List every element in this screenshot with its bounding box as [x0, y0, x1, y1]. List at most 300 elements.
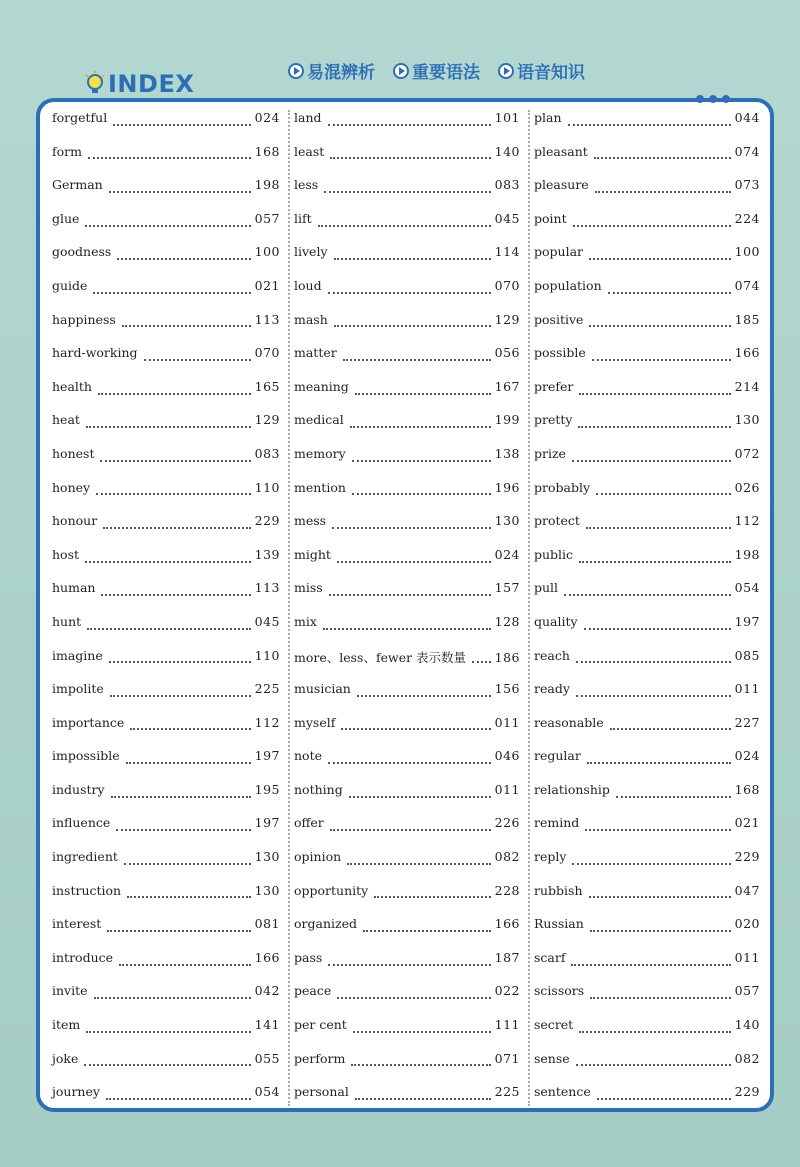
page-number: 071	[494, 1050, 520, 1066]
index-entry[interactable]	[534, 715, 760, 749]
page-number: 082	[494, 849, 520, 865]
index-word: reasonable	[534, 714, 604, 730]
index-entry[interactable]	[534, 513, 760, 547]
page-number: 113	[254, 311, 280, 327]
index-entry[interactable]	[52, 950, 280, 984]
index-entry[interactable]	[52, 412, 280, 446]
dotted-leader	[590, 997, 730, 999]
page-number: 024	[254, 110, 280, 125]
index-entry[interactable]	[534, 614, 760, 648]
dotted-leader	[85, 225, 250, 227]
page-number: 073	[734, 177, 760, 193]
dotted-leader	[353, 1031, 491, 1033]
page-number: 228	[494, 882, 520, 898]
index-panel	[36, 98, 774, 1112]
dotted-leader	[113, 124, 250, 126]
decorative-dots	[696, 95, 730, 103]
page-number: 130	[254, 849, 280, 865]
page-number: 112	[734, 513, 760, 529]
page-number: 054	[254, 1084, 280, 1100]
dotted-leader	[576, 661, 731, 663]
index-word: invite	[52, 983, 88, 999]
index-entry[interactable]	[294, 345, 520, 379]
index-word: miss	[294, 580, 323, 596]
dotted-leader	[101, 594, 250, 596]
index-word: instruction	[52, 882, 122, 898]
index-entry[interactable]	[52, 312, 280, 346]
index-entry[interactable]	[534, 211, 760, 245]
page-number: 024	[734, 748, 760, 764]
index-entry[interactable]	[534, 815, 760, 849]
index-entry[interactable]	[534, 110, 760, 144]
index-entry[interactable]	[294, 244, 520, 278]
index-word: less	[294, 177, 319, 193]
index-entry[interactable]	[534, 648, 760, 682]
index-word: hunt	[52, 613, 82, 629]
page-number: 011	[734, 949, 760, 965]
index-entry[interactable]	[294, 715, 520, 749]
index-entry[interactable]	[294, 211, 520, 245]
index-word: reply	[534, 849, 567, 865]
index-entry[interactable]	[52, 345, 280, 379]
index-word: reach	[534, 647, 570, 663]
index-entry[interactable]	[534, 1051, 760, 1085]
index-word: impossible	[52, 748, 120, 764]
page-number: 168	[734, 781, 760, 797]
index-word: more、less、fewer 表示数量	[294, 649, 467, 665]
index-entry[interactable]	[294, 883, 520, 917]
index-word: offer	[294, 815, 324, 831]
index-entry[interactable]	[534, 849, 760, 883]
lightbulb-icon	[84, 71, 106, 97]
index-word: matter	[294, 345, 337, 361]
dotted-leader	[130, 728, 250, 730]
dotted-leader	[337, 997, 490, 999]
page-number: 042	[254, 983, 280, 999]
index-word: probably	[534, 479, 591, 495]
index-word: heat	[52, 412, 80, 428]
index-entry[interactable]	[534, 547, 760, 581]
dotted-leader	[363, 930, 491, 932]
index-entry[interactable]	[534, 1084, 760, 1118]
nav-confusables[interactable]	[288, 58, 375, 83]
index-word: meaning	[294, 378, 349, 394]
dotted-leader	[579, 561, 731, 563]
index-entry[interactable]	[52, 110, 280, 144]
index-entry[interactable]	[294, 815, 520, 849]
index-entry[interactable]	[52, 815, 280, 849]
index-entry[interactable]	[294, 379, 520, 413]
page-number: 044	[734, 110, 760, 125]
index-entry[interactable]	[534, 681, 760, 715]
index-word: goodness	[52, 244, 112, 260]
page-number: 185	[734, 311, 760, 327]
index-entry[interactable]	[52, 883, 280, 917]
index-word: public	[534, 546, 574, 562]
dotted-leader	[88, 157, 251, 159]
index-word: pass	[294, 949, 323, 965]
index-entry[interactable]	[52, 916, 280, 950]
dotted-leader	[94, 997, 251, 999]
index-word: lively	[294, 244, 328, 260]
index-word: form	[52, 143, 82, 159]
page-number: 070	[494, 277, 520, 293]
page-header	[0, 0, 800, 100]
dotted-leader	[610, 728, 731, 730]
index-entry[interactable]	[534, 144, 760, 178]
index-entry[interactable]	[534, 244, 760, 278]
index-word: organized	[294, 916, 357, 932]
dotted-leader	[357, 695, 491, 697]
index-entry[interactable]	[52, 211, 280, 245]
index-entry[interactable]	[534, 412, 760, 446]
dotted-leader	[334, 325, 491, 327]
index-entry[interactable]	[534, 983, 760, 1017]
index-entry[interactable]	[534, 345, 760, 379]
dotted-leader	[84, 1064, 250, 1066]
dotted-leader	[332, 527, 491, 529]
index-entry[interactable]	[534, 580, 760, 614]
index-entry[interactable]	[294, 614, 520, 648]
page-number: 130	[494, 513, 520, 529]
page-number: 110	[254, 479, 280, 495]
index-word: protect	[534, 513, 580, 529]
nav-label: 语音知识	[517, 63, 585, 83]
index-entry[interactable]	[52, 580, 280, 614]
dotted-leader	[608, 292, 731, 294]
index-word: land	[294, 110, 322, 125]
index-word: plan	[534, 110, 562, 125]
dotted-leader	[110, 695, 251, 697]
page-number: 198	[734, 546, 760, 562]
index-entry[interactable]	[534, 312, 760, 346]
dotted-leader	[122, 325, 251, 327]
index-word: health	[52, 378, 92, 394]
dotted-leader	[584, 628, 731, 630]
page-number: 129	[254, 412, 280, 428]
index-entry[interactable]	[52, 983, 280, 1017]
index-entry[interactable]	[534, 782, 760, 816]
logo-text: INDEX	[108, 70, 195, 98]
index-entry[interactable]	[294, 983, 520, 1017]
dotted-leader	[330, 829, 491, 831]
index-word: forgetful	[52, 110, 108, 125]
page-number: 229	[734, 1084, 760, 1100]
header-nav	[288, 58, 585, 83]
index-entry[interactable]	[294, 782, 520, 816]
dotted-leader	[576, 695, 731, 697]
nav-grammar[interactable]	[393, 58, 480, 83]
index-word: relationship	[534, 781, 610, 797]
index-entry[interactable]	[534, 278, 760, 312]
dotted-leader	[109, 661, 251, 663]
dotted-leader	[578, 426, 730, 428]
page-number: 130	[254, 882, 280, 898]
index-word: impolite	[52, 681, 104, 697]
page-number: 101	[494, 110, 520, 125]
dotted-leader	[579, 1031, 730, 1033]
index-word: pleasant	[534, 143, 588, 159]
page-number: 046	[494, 748, 520, 764]
dotted-leader	[111, 796, 251, 798]
index-word: memory	[294, 445, 346, 461]
index-word: scissors	[534, 983, 585, 999]
index-logo	[84, 66, 194, 102]
dotted-leader	[594, 157, 731, 159]
page-number: 020	[734, 916, 760, 932]
index-entry[interactable]	[534, 480, 760, 514]
index-word: popular	[534, 244, 584, 260]
page-number: 227	[734, 714, 760, 730]
dotted-leader	[87, 628, 250, 630]
index-entry[interactable]	[294, 446, 520, 480]
index-entry[interactable]	[534, 916, 760, 950]
index-entry[interactable]	[294, 110, 520, 144]
index-word: mix	[294, 613, 317, 629]
page-number: 140	[494, 143, 520, 159]
index-entry[interactable]	[52, 177, 280, 211]
index-word: honey	[52, 479, 91, 495]
dotted-leader	[589, 896, 731, 898]
nav-label: 重要语法	[412, 63, 480, 83]
index-entry[interactable]	[52, 715, 280, 749]
page-number: 157	[494, 580, 520, 596]
dotted-leader	[595, 191, 731, 193]
page-number: 224	[734, 210, 760, 226]
page-number: 114	[494, 244, 520, 260]
dotted-leader	[100, 460, 250, 462]
index-entry[interactable]	[294, 513, 520, 547]
page-number: 045	[494, 210, 520, 226]
index-word: honest	[52, 445, 95, 461]
index-word: secret	[534, 1017, 574, 1033]
dotted-leader	[472, 661, 491, 663]
dotted-leader	[116, 829, 250, 831]
index-entry[interactable]	[52, 1051, 280, 1085]
index-word: personal	[294, 1084, 349, 1100]
index-entry[interactable]	[52, 648, 280, 682]
index-word: sense	[534, 1050, 570, 1066]
page-number: 196	[494, 479, 520, 495]
index-entry[interactable]	[534, 1017, 760, 1051]
page-number: 082	[734, 1050, 760, 1066]
page-number: 198	[254, 177, 280, 193]
index-entry[interactable]	[294, 1051, 520, 1085]
page-number: 054	[734, 580, 760, 596]
nav-label: 易混辨析	[307, 63, 375, 83]
dotted-leader	[351, 1064, 490, 1066]
index-word: positive	[534, 311, 584, 327]
page-number: 138	[494, 445, 520, 461]
dotted-leader	[323, 628, 491, 630]
index-word: industry	[52, 781, 105, 797]
index-entry[interactable]	[294, 849, 520, 883]
index-entry[interactable]	[294, 144, 520, 178]
dotted-leader	[343, 359, 491, 361]
page-number: 229	[734, 849, 760, 865]
dotted-leader	[349, 796, 491, 798]
page-number: 166	[734, 345, 760, 361]
dotted-leader	[328, 292, 491, 294]
index-word: quality	[534, 613, 578, 629]
index-entry[interactable]	[294, 916, 520, 950]
index-column-1	[48, 110, 288, 1106]
dotted-leader	[568, 124, 731, 126]
index-column-3	[528, 110, 768, 1106]
page-number: 083	[494, 177, 520, 193]
index-word: introduce	[52, 949, 114, 965]
index-word: per cent	[294, 1017, 347, 1033]
page-number: 197	[254, 815, 280, 831]
page-number: 197	[254, 748, 280, 764]
index-word: nothing	[294, 781, 343, 797]
index-entry[interactable]	[52, 513, 280, 547]
index-entry[interactable]	[294, 480, 520, 514]
dotted-leader	[573, 225, 731, 227]
index-entry[interactable]	[534, 748, 760, 782]
index-word: influence	[52, 815, 111, 831]
page-number: 100	[734, 244, 760, 260]
page-number: 197	[734, 613, 760, 629]
index-column-2	[288, 110, 528, 1106]
dotted-leader	[592, 359, 731, 361]
page-number: 070	[254, 345, 280, 361]
page-number: 113	[254, 580, 280, 596]
dotted-leader	[355, 1098, 491, 1100]
dotted-leader	[124, 863, 251, 865]
index-entry[interactable]	[534, 950, 760, 984]
index-entry[interactable]	[52, 614, 280, 648]
play-icon	[498, 63, 514, 79]
dotted-leader	[144, 359, 251, 361]
page-number: 072	[734, 445, 760, 461]
index-entry[interactable]	[294, 950, 520, 984]
index-word: population	[534, 277, 602, 293]
dotted-leader	[586, 527, 731, 529]
dotted-leader	[109, 191, 251, 193]
index-entry[interactable]	[52, 446, 280, 480]
dotted-leader	[590, 930, 731, 932]
page-number: 141	[254, 1017, 280, 1033]
page-number: 047	[734, 882, 760, 898]
index-word: honour	[52, 513, 98, 529]
index-entry[interactable]	[294, 681, 520, 715]
dotted-leader	[355, 393, 491, 395]
index-word: mention	[294, 479, 346, 495]
index-word: pleasure	[534, 177, 589, 193]
dotted-leader	[341, 728, 490, 730]
index-entry[interactable]	[534, 177, 760, 211]
page-number: 225	[254, 681, 280, 697]
index-entry[interactable]	[52, 1017, 280, 1051]
index-entry[interactable]	[52, 849, 280, 883]
index-entry[interactable]	[294, 1084, 520, 1118]
dotted-leader	[328, 124, 491, 126]
page-number: 195	[254, 781, 280, 797]
index-entry[interactable]	[294, 748, 520, 782]
index-word: note	[294, 748, 322, 764]
page-number: 129	[494, 311, 520, 327]
page-number: 110	[254, 647, 280, 663]
index-entry[interactable]	[294, 278, 520, 312]
index-word: perform	[294, 1050, 346, 1066]
dotted-leader	[330, 157, 490, 159]
page-number: 024	[494, 546, 520, 562]
index-entry[interactable]	[294, 580, 520, 614]
nav-phonetics[interactable]	[498, 58, 585, 83]
index-entry[interactable]	[294, 1017, 520, 1051]
page-number: 021	[254, 277, 280, 293]
dotted-leader	[589, 325, 730, 327]
index-entry[interactable]	[534, 883, 760, 917]
index-entry[interactable]	[294, 412, 520, 446]
index-entry[interactable]	[52, 144, 280, 178]
index-entry[interactable]	[52, 547, 280, 581]
dotted-leader	[597, 1098, 731, 1100]
dotted-leader	[579, 393, 730, 395]
page-number: 140	[734, 1017, 760, 1033]
play-icon	[288, 63, 304, 79]
page-number: 112	[254, 714, 280, 730]
index-entry[interactable]	[294, 648, 520, 682]
page-number: 139	[254, 546, 280, 562]
index-word: happiness	[52, 311, 116, 327]
page-number: 168	[254, 143, 280, 159]
index-word: interest	[52, 916, 102, 932]
page-number: 130	[734, 412, 760, 428]
index-word: ready	[534, 681, 570, 697]
index-word: prefer	[534, 378, 574, 394]
index-word: might	[294, 546, 331, 562]
page-number: 056	[494, 345, 520, 361]
index-entry[interactable]	[52, 1084, 280, 1118]
index-word: human	[52, 580, 96, 596]
index-word: peace	[294, 983, 332, 999]
page-number: 166	[494, 916, 520, 932]
dotted-leader	[352, 460, 491, 462]
index-entry[interactable]	[534, 379, 760, 413]
index-word: remind	[534, 815, 580, 831]
dotted-leader	[576, 1064, 731, 1066]
index-entry[interactable]	[52, 782, 280, 816]
index-columns	[48, 110, 768, 1106]
index-word: guide	[52, 277, 88, 293]
index-entry[interactable]	[534, 446, 760, 480]
index-word: item	[52, 1017, 81, 1033]
index-word: scarf	[534, 949, 566, 965]
dotted-leader	[86, 426, 251, 428]
index-entry[interactable]	[52, 480, 280, 514]
page-number: 081	[254, 916, 280, 932]
index-entry[interactable]	[52, 681, 280, 715]
index-entry[interactable]	[294, 177, 520, 211]
dotted-leader	[564, 594, 731, 596]
index-entry[interactable]	[52, 748, 280, 782]
dotted-leader	[103, 527, 250, 529]
dotted-leader	[329, 594, 491, 596]
dotted-leader	[324, 191, 490, 193]
index-entry[interactable]	[52, 278, 280, 312]
index-word: regular	[534, 748, 581, 764]
index-entry[interactable]	[52, 379, 280, 413]
index-word: rubbish	[534, 882, 583, 898]
index-entry[interactable]	[52, 244, 280, 278]
index-word: mash	[294, 311, 328, 327]
index-entry[interactable]	[294, 312, 520, 346]
index-word: myself	[294, 714, 336, 730]
page-number: 045	[254, 613, 280, 629]
index-entry[interactable]	[294, 547, 520, 581]
